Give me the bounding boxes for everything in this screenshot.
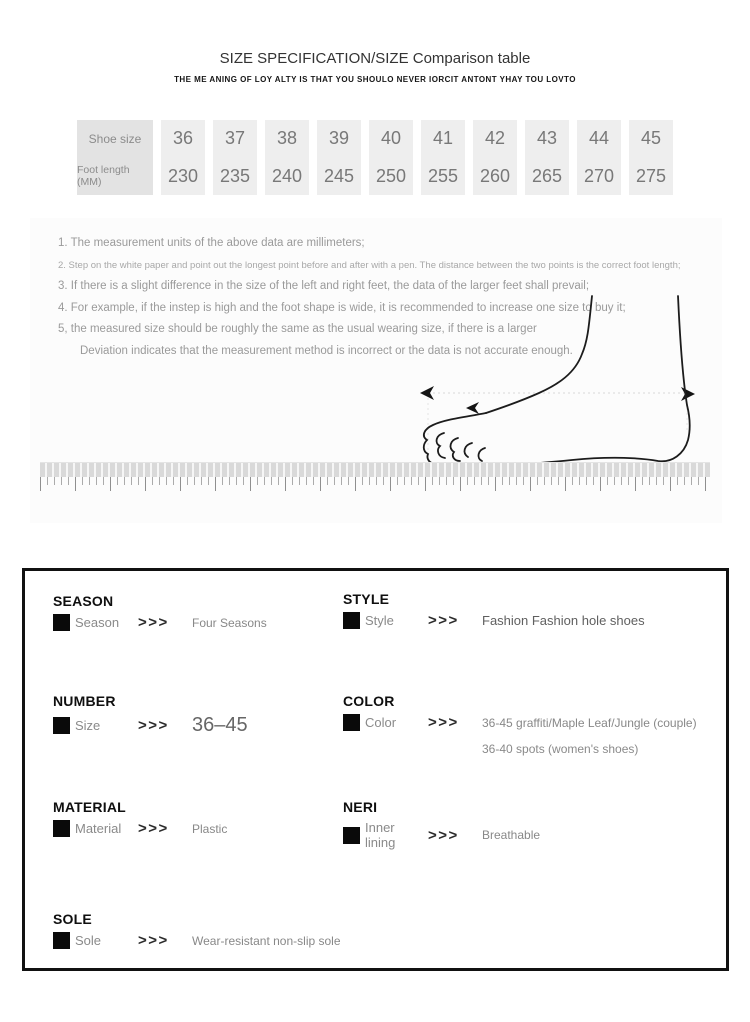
table-column: 39 245 xyxy=(317,120,361,195)
spec-label: Inner lining xyxy=(365,820,396,850)
spec-header-sole: SOLE xyxy=(53,911,92,927)
spec-label: Size xyxy=(75,718,101,733)
black-square-bullet-icon xyxy=(53,717,70,734)
mid-arrow-icon xyxy=(466,402,479,414)
spec-header-color: COLOR xyxy=(343,693,395,709)
page-subtitle: THE ME ANING OF LOY ALTY IS THAT YOU SHOULO NEVER IORCIT ANTONT YHAY TOU LOVTO xyxy=(174,75,576,84)
spec-value: Four Seasons xyxy=(192,615,267,630)
spec-value: 36–45 xyxy=(192,714,248,736)
table-column: 36 230 xyxy=(161,120,205,195)
spec-value: Wear-resistant non-slip sole xyxy=(192,933,341,948)
table-column: 40 250 xyxy=(369,120,413,195)
spec-header-neri: NERI xyxy=(343,799,378,815)
spec-style xyxy=(343,591,645,629)
spec-value: Breathable xyxy=(482,828,541,842)
ruler-ticks xyxy=(40,477,710,491)
foot-measurement-illustration xyxy=(400,280,720,480)
product-spec-box xyxy=(22,568,729,971)
spec-label: Season xyxy=(75,615,120,630)
triple-chevron-icon: >>> xyxy=(138,717,169,734)
spec-value-secondary: 36-40 spots (women's shoes) xyxy=(482,742,639,756)
spec-value: Fashion Fashion hole shoes xyxy=(482,613,645,628)
table-column: 41 255 xyxy=(421,120,465,195)
size-comparison-table xyxy=(77,120,673,195)
note-line: 5, the measured size should be roughly the same as the usual wearing size, if there is a larger xyxy=(58,323,537,335)
spec-header-number: NUMBER xyxy=(53,693,116,709)
table-column: 43 265 xyxy=(525,120,569,195)
ruler-band xyxy=(40,462,710,477)
row-header-foot-length: Foot length (MM) xyxy=(77,164,130,188)
triple-chevron-icon: >>> xyxy=(428,612,459,629)
spec-neri xyxy=(343,799,540,850)
page-title: SIZE SPECIFICATION/SIZE Comparison table xyxy=(219,50,531,67)
note-line: 3. If there is a slight difference in the size of the left and right feet, the data of the larger feet shall prevail; xyxy=(58,280,590,292)
spec-value: 36-45 graffiti/Maple Leaf/Jungle (couple) xyxy=(482,715,697,730)
black-square-bullet-icon xyxy=(343,714,360,731)
spec-season xyxy=(53,593,267,631)
note-line: 2. Step on the white paper and point out the longest point before and after with a pen. The distance between the two points is the correct foot length; xyxy=(58,259,681,271)
black-square-bullet-icon xyxy=(53,932,70,949)
table-header-column xyxy=(77,120,153,195)
spec-header-style: STYLE xyxy=(343,591,390,607)
spec-label: Style xyxy=(365,613,394,628)
table-column: 42 260 xyxy=(473,120,517,195)
triple-chevron-icon: >>> xyxy=(138,614,169,631)
note-line: 1. The measurement units of the above data are millimeters; xyxy=(58,237,365,249)
spec-label: Color xyxy=(365,715,397,730)
table-column: 45 275 xyxy=(629,120,673,195)
spec-header-season: SEASON xyxy=(53,593,114,609)
table-column: 37 235 xyxy=(213,120,257,195)
table-column: 38 240 xyxy=(265,120,309,195)
spec-label: Sole xyxy=(75,933,102,948)
row-header-shoe-size: Shoe size xyxy=(88,131,142,146)
triple-chevron-icon: >>> xyxy=(428,826,459,844)
black-square-bullet-icon xyxy=(53,614,70,631)
table-column: 44 270 xyxy=(577,120,621,195)
black-square-bullet-icon xyxy=(343,827,360,844)
spec-number xyxy=(53,693,248,737)
ruler-graphic xyxy=(40,462,710,490)
spec-color xyxy=(343,693,697,756)
note-line: 4. For example, if the instep is high and the foot shape is wide, it is recommended to increase one size to buy it; xyxy=(58,301,626,314)
spec-label: Material xyxy=(75,821,122,836)
black-square-bullet-icon xyxy=(343,612,360,629)
spec-sole xyxy=(53,911,341,949)
spec-header-material: MATERIAL xyxy=(53,799,126,815)
black-square-bullet-icon xyxy=(53,820,70,837)
spec-value: Plastic xyxy=(192,821,228,836)
spec-material xyxy=(53,799,227,837)
triple-chevron-icon: >>> xyxy=(428,714,459,731)
heel-arrow-icon xyxy=(681,387,695,401)
toe-arrow-icon xyxy=(420,386,434,400)
note-line: Deviation indicates that the measurement method is incorrect or the data is not accurate enough. xyxy=(80,344,573,357)
triple-chevron-icon: >>> xyxy=(138,932,169,949)
triple-chevron-icon: >>> xyxy=(138,820,169,837)
